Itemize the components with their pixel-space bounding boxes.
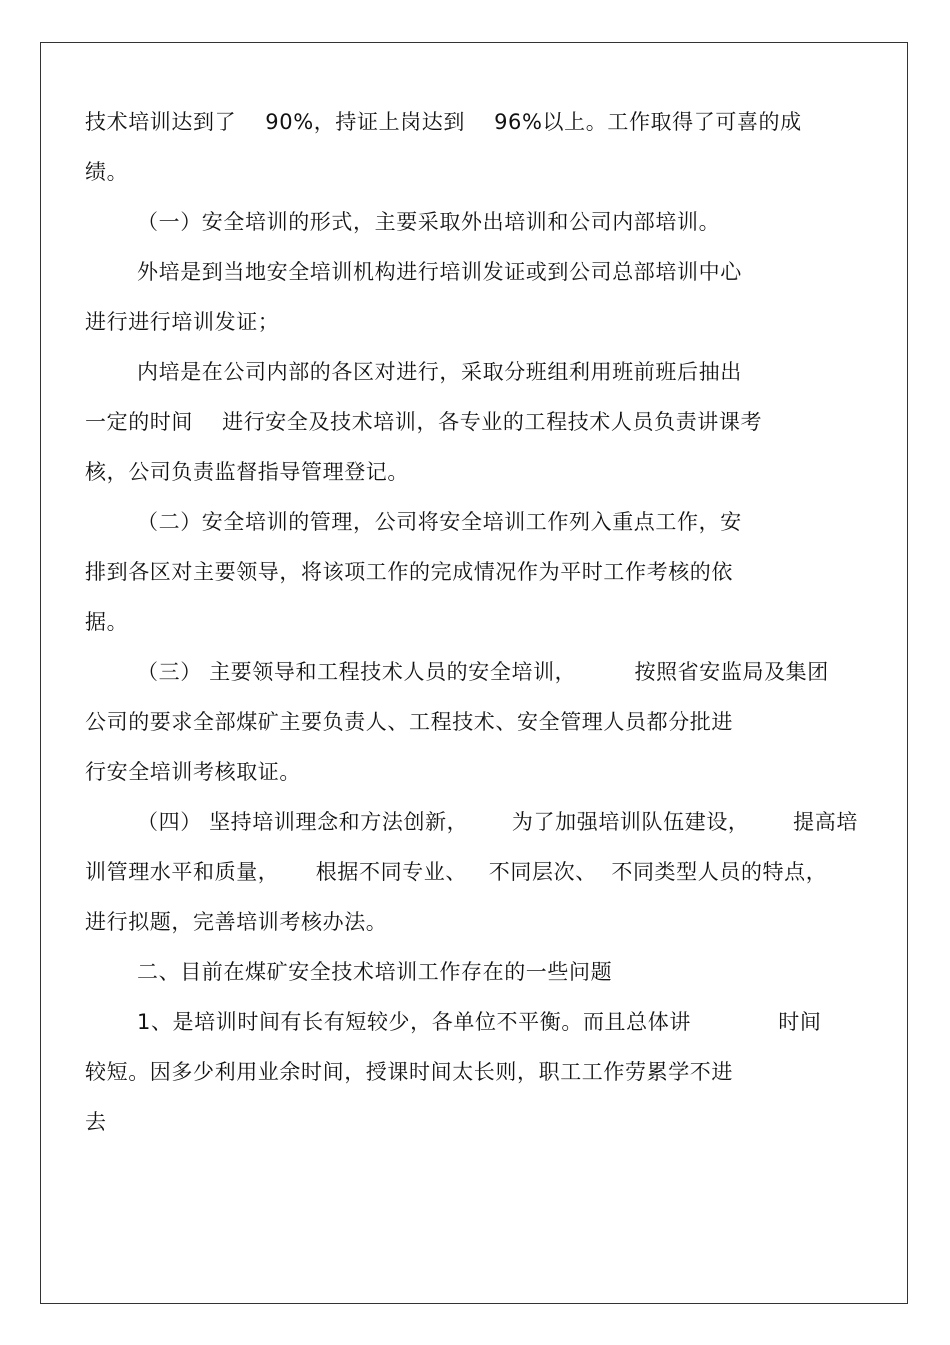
text-line: （三） 主要领导和工程技术人员的安全培训， 按照省安监局及集团	[137, 660, 829, 684]
text-line: 排到各区对主要领导，将该项工作的完成情况作为平时工作考核的依	[85, 560, 733, 584]
text-line: 去	[85, 1110, 107, 1134]
text-line: 绩。	[85, 160, 129, 184]
text-line: 一定的时间 进行安全及技术培训，各专业的工程技术人员负责讲课考	[85, 410, 763, 434]
text-line: （四） 坚持培训理念和方法创新， 为了加强培训队伍建设， 提高培	[137, 810, 858, 834]
text-line: 外培是到当地安全培训机构进行培训发证或到公司总部培训中心	[137, 260, 742, 284]
text-line: 公司的要求全部煤矿主要负责人、工程技术、安全管理人员都分批进	[85, 710, 733, 734]
text-line: 行安全培训考核取证。	[85, 760, 301, 784]
text-line: 内培是在公司内部的各区对进行，采取分班组利用班前班后抽出	[137, 360, 742, 384]
text-line: 较短。因多少利用业余时间，授课时间太长则，职工工作劳累学不进	[85, 1060, 733, 1084]
text-line: 核，公司负责监督指导管理登记。	[85, 460, 409, 484]
text-line: 进行进行培训发证；	[85, 310, 280, 334]
text-line: 1、是培训时间有长有短较少，各单位不平衡。而且总体讲 时间	[137, 1010, 822, 1034]
text-line: 据。	[85, 610, 129, 634]
text-line: 进行拟题，完善培训考核办法。	[85, 910, 388, 934]
text-line: 技术培训达到了 90%，持证上岗达到 96%以上。工作取得了可喜的成	[85, 110, 802, 134]
text-line: （一）安全培训的形式，主要采取外出培训和公司内部培训。	[137, 210, 721, 234]
text-line: 二、目前在煤矿安全技术培训工作存在的一些问题	[137, 960, 613, 984]
text-line: 训管理水平和质量， 根据不同专业、 不同层次、 不同类型人员的特点，	[85, 860, 828, 884]
text-line: （二）安全培训的管理，公司将安全培训工作列入重点工作，安	[137, 510, 742, 534]
